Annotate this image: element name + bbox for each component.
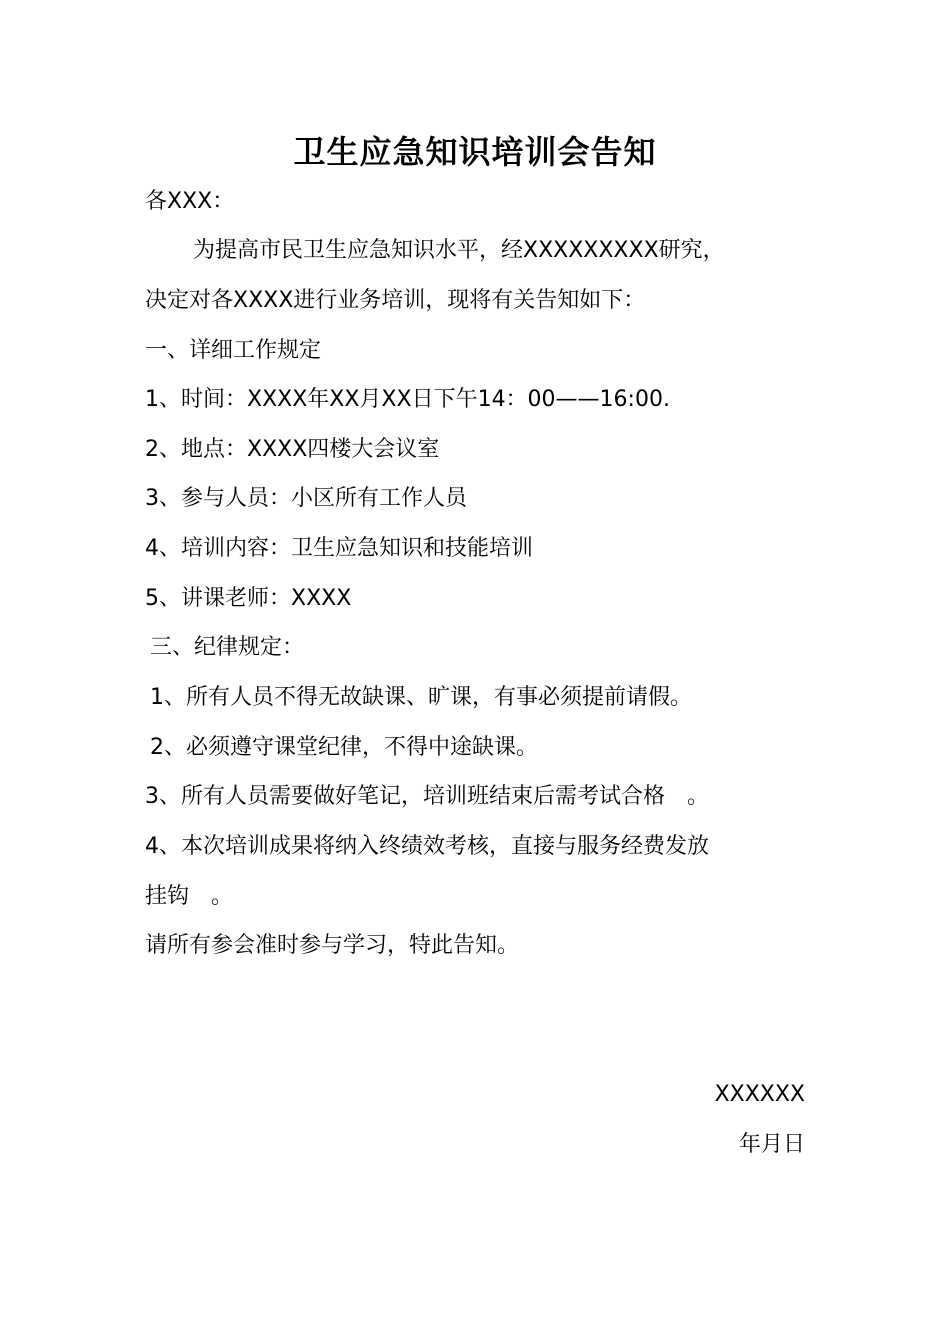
document-title: 卫生应急知识培训会告知 [293,133,657,171]
rule-2: 2、必须遵守课堂纪律，不得中途缺课。 [150,735,538,760]
signature-date: 年月日 [738,1132,805,1157]
item-teacher: 5、讲课老师：XXXX [145,586,352,611]
closing-statement: 请所有参会准时参与学习，特此告知。 [145,933,520,958]
item-time: 1、时间：XXXX年XX月XX日下午14：00——16:00. [145,387,670,412]
item-place: 2、地点：XXXX四楼大会议室 [145,437,440,462]
rule-3: 3、所有人员需要做好笔记，培训班结束后需考试合格 。 [145,784,709,809]
rule-4-line-1: 4、本次培训成果将纳入终绩效考核，直接与服务经费发放 [145,834,709,859]
signature-organization: XXXXXX [714,1082,805,1107]
section-heading-requirements: 一、详细工作规定 [145,338,322,363]
salutation: 各XXX： [145,189,235,214]
section-heading-discipline: 三、纪律规定： [150,635,305,660]
rule-1: 1、所有人员不得无故缺课、旷课，有事必须提前请假。 [150,685,692,710]
intro-paragraph-line-1: 为提高市民卫生应急知识水平，经XXXXXXXXX研究， [193,238,725,263]
intro-paragraph-line-2: 决定对各XXXX进行业务培训，现将有关告知如下： [145,288,646,313]
rule-4-line-2: 挂钩 。 [145,884,234,909]
item-participants: 3、参与人员：小区所有工作人员 [145,486,467,511]
item-training-content: 4、培训内容：卫生应急知识和技能培训 [145,536,533,561]
